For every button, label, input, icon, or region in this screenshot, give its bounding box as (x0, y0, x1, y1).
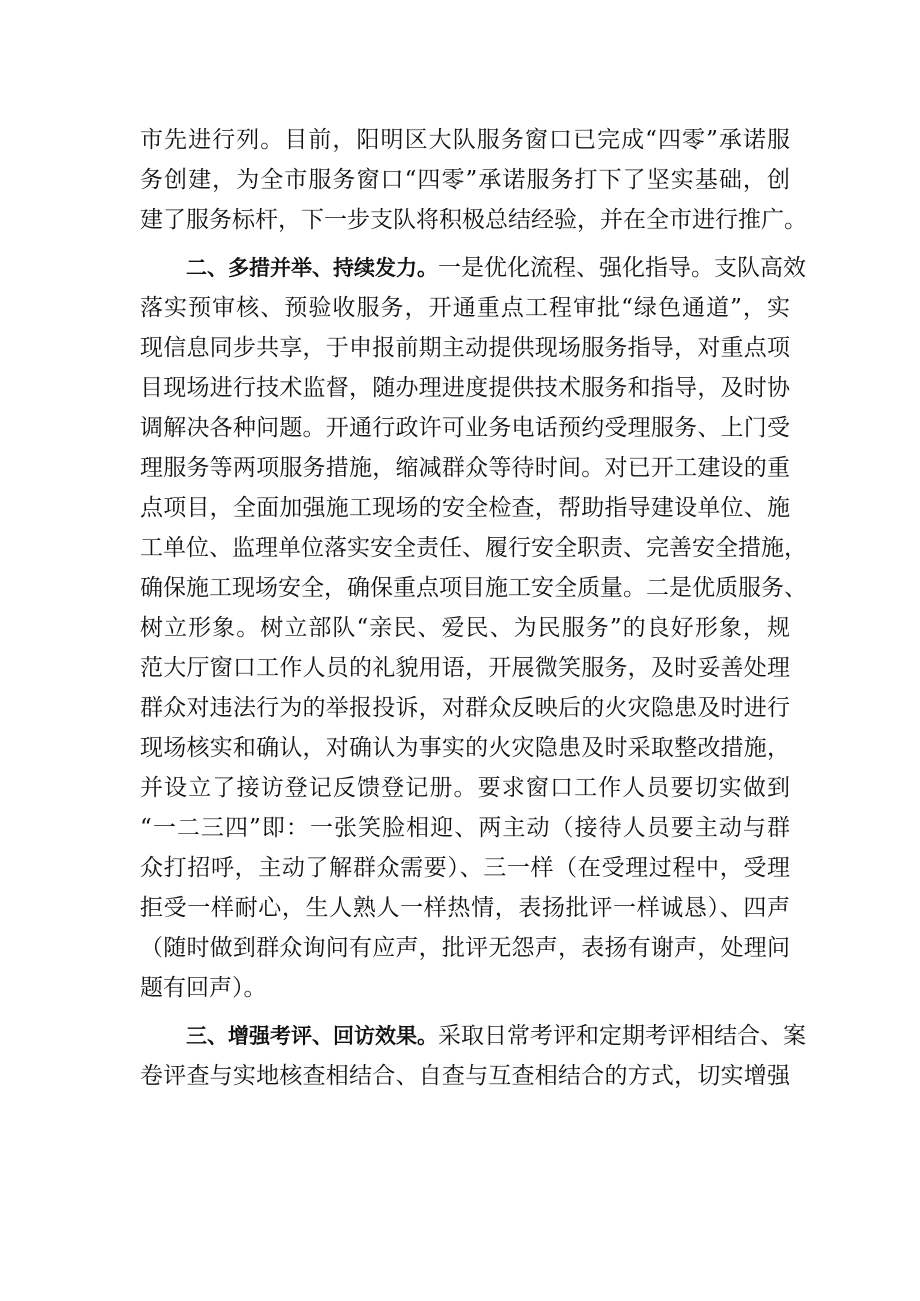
paragraph-2-line-19: 题有回声）。 (140, 975, 267, 1001)
paragraph-3-line-1 (140, 1016, 806, 1056)
paragraph-1-line-3: 建了服务标杆，下一步支队将积极总结经验，并在全市进行推广。 (140, 207, 807, 233)
paragraph-2-line-15: “一二三四”即：一张笑脸相迎、两主动（接待人员要主动与群 (140, 815, 790, 841)
paragraph-2-line-5: 调解决各种问题。开通行政许可业务电话预约受理服务、上门受 (140, 415, 790, 441)
paragraph-2-line-16: 众打招呼，主动了解群众需要）、三一样（在受理过程中，受理 (140, 855, 790, 881)
paragraph-2-line-13: 现场核实和确认，对确认为事实的火灾隐患及时采取整改措施， (140, 735, 790, 761)
paragraph-2-line-6: 理服务等两项服务措施，缩减群众等待时间。对已开工建设的重 (140, 455, 790, 481)
section-2-heading: 二、多措并举、持续发力。 (186, 256, 438, 280)
section-3-heading: 三、增强考评、回访效果。 (186, 1024, 438, 1048)
paragraph-3-line-1-text: 采取日常考评和定期考评相结合、案 (438, 1023, 806, 1049)
paragraph-2-line-11: 范大厅窗口工作人员的礼貌用语，开展微笑服务，及时妥善处理 (140, 655, 790, 681)
paragraph-2-line-7: 点项目，全面加强施工现场的安全检查，帮助指导建设单位、施 (140, 495, 790, 521)
paragraph-2-line-9: 确保施工现场安全，确保重点项目施工安全质量。二是优质服务、 (140, 575, 807, 601)
paragraph-1-line-2: 务创建，为全市服务窗口“四零”承诺服务打下了坚实基础，创 (140, 167, 790, 193)
paragraph-2-line-1-text: 一是优化流程、强化指导。支队高效 (438, 255, 806, 281)
paragraph-gap (140, 1008, 790, 1016)
document-body (140, 120, 807, 1096)
paragraph-2-line-10: 树立形象。树立部队“亲民、爱民、为民服务”的良好形象，规 (140, 615, 790, 641)
paragraph-1-line-1: 市先进行列。目前，阳明区大队服务窗口已完成“四零”承诺服 (140, 127, 790, 153)
paragraph-2-line-12: 群众对违法行为的举报投诉，对群众反映后的火灾隐患及时进行 (140, 695, 790, 721)
paragraph-2-line-1 (140, 248, 806, 288)
paragraph-2-line-4: 目现场进行技术监督，随办理进度提供技术服务和指导，及时协 (140, 375, 790, 401)
paragraph-2-line-8: 工单位、监理单位落实安全责任、履行安全职责、完善安全措施， (140, 535, 807, 561)
paragraph-2-line-18: （随时做到群众询问有应声，批评无怨声，表扬有谢声，处理问 (140, 935, 790, 961)
paragraph-3-line-2: 卷评查与实地核查相结合、自查与互查相结合的方式，切实增强 (140, 1063, 790, 1089)
paragraph-2-line-3: 现信息同步共享，于申报前期主动提供现场服务指导，对重点项 (140, 335, 790, 361)
paragraph-2-line-2: 落实预审核、预验收服务，开通重点工程审批“绿色通道”，实 (140, 295, 790, 321)
paragraph-gap (140, 240, 790, 248)
paragraph-2-line-17: 拒受一样耐心，生人熟人一样热情，表扬批评一样诚恳）、四声 (140, 895, 790, 921)
paragraph-2-line-14: 并设立了接访登记反馈登记册。要求窗口工作人员要切实做到 (140, 775, 790, 801)
